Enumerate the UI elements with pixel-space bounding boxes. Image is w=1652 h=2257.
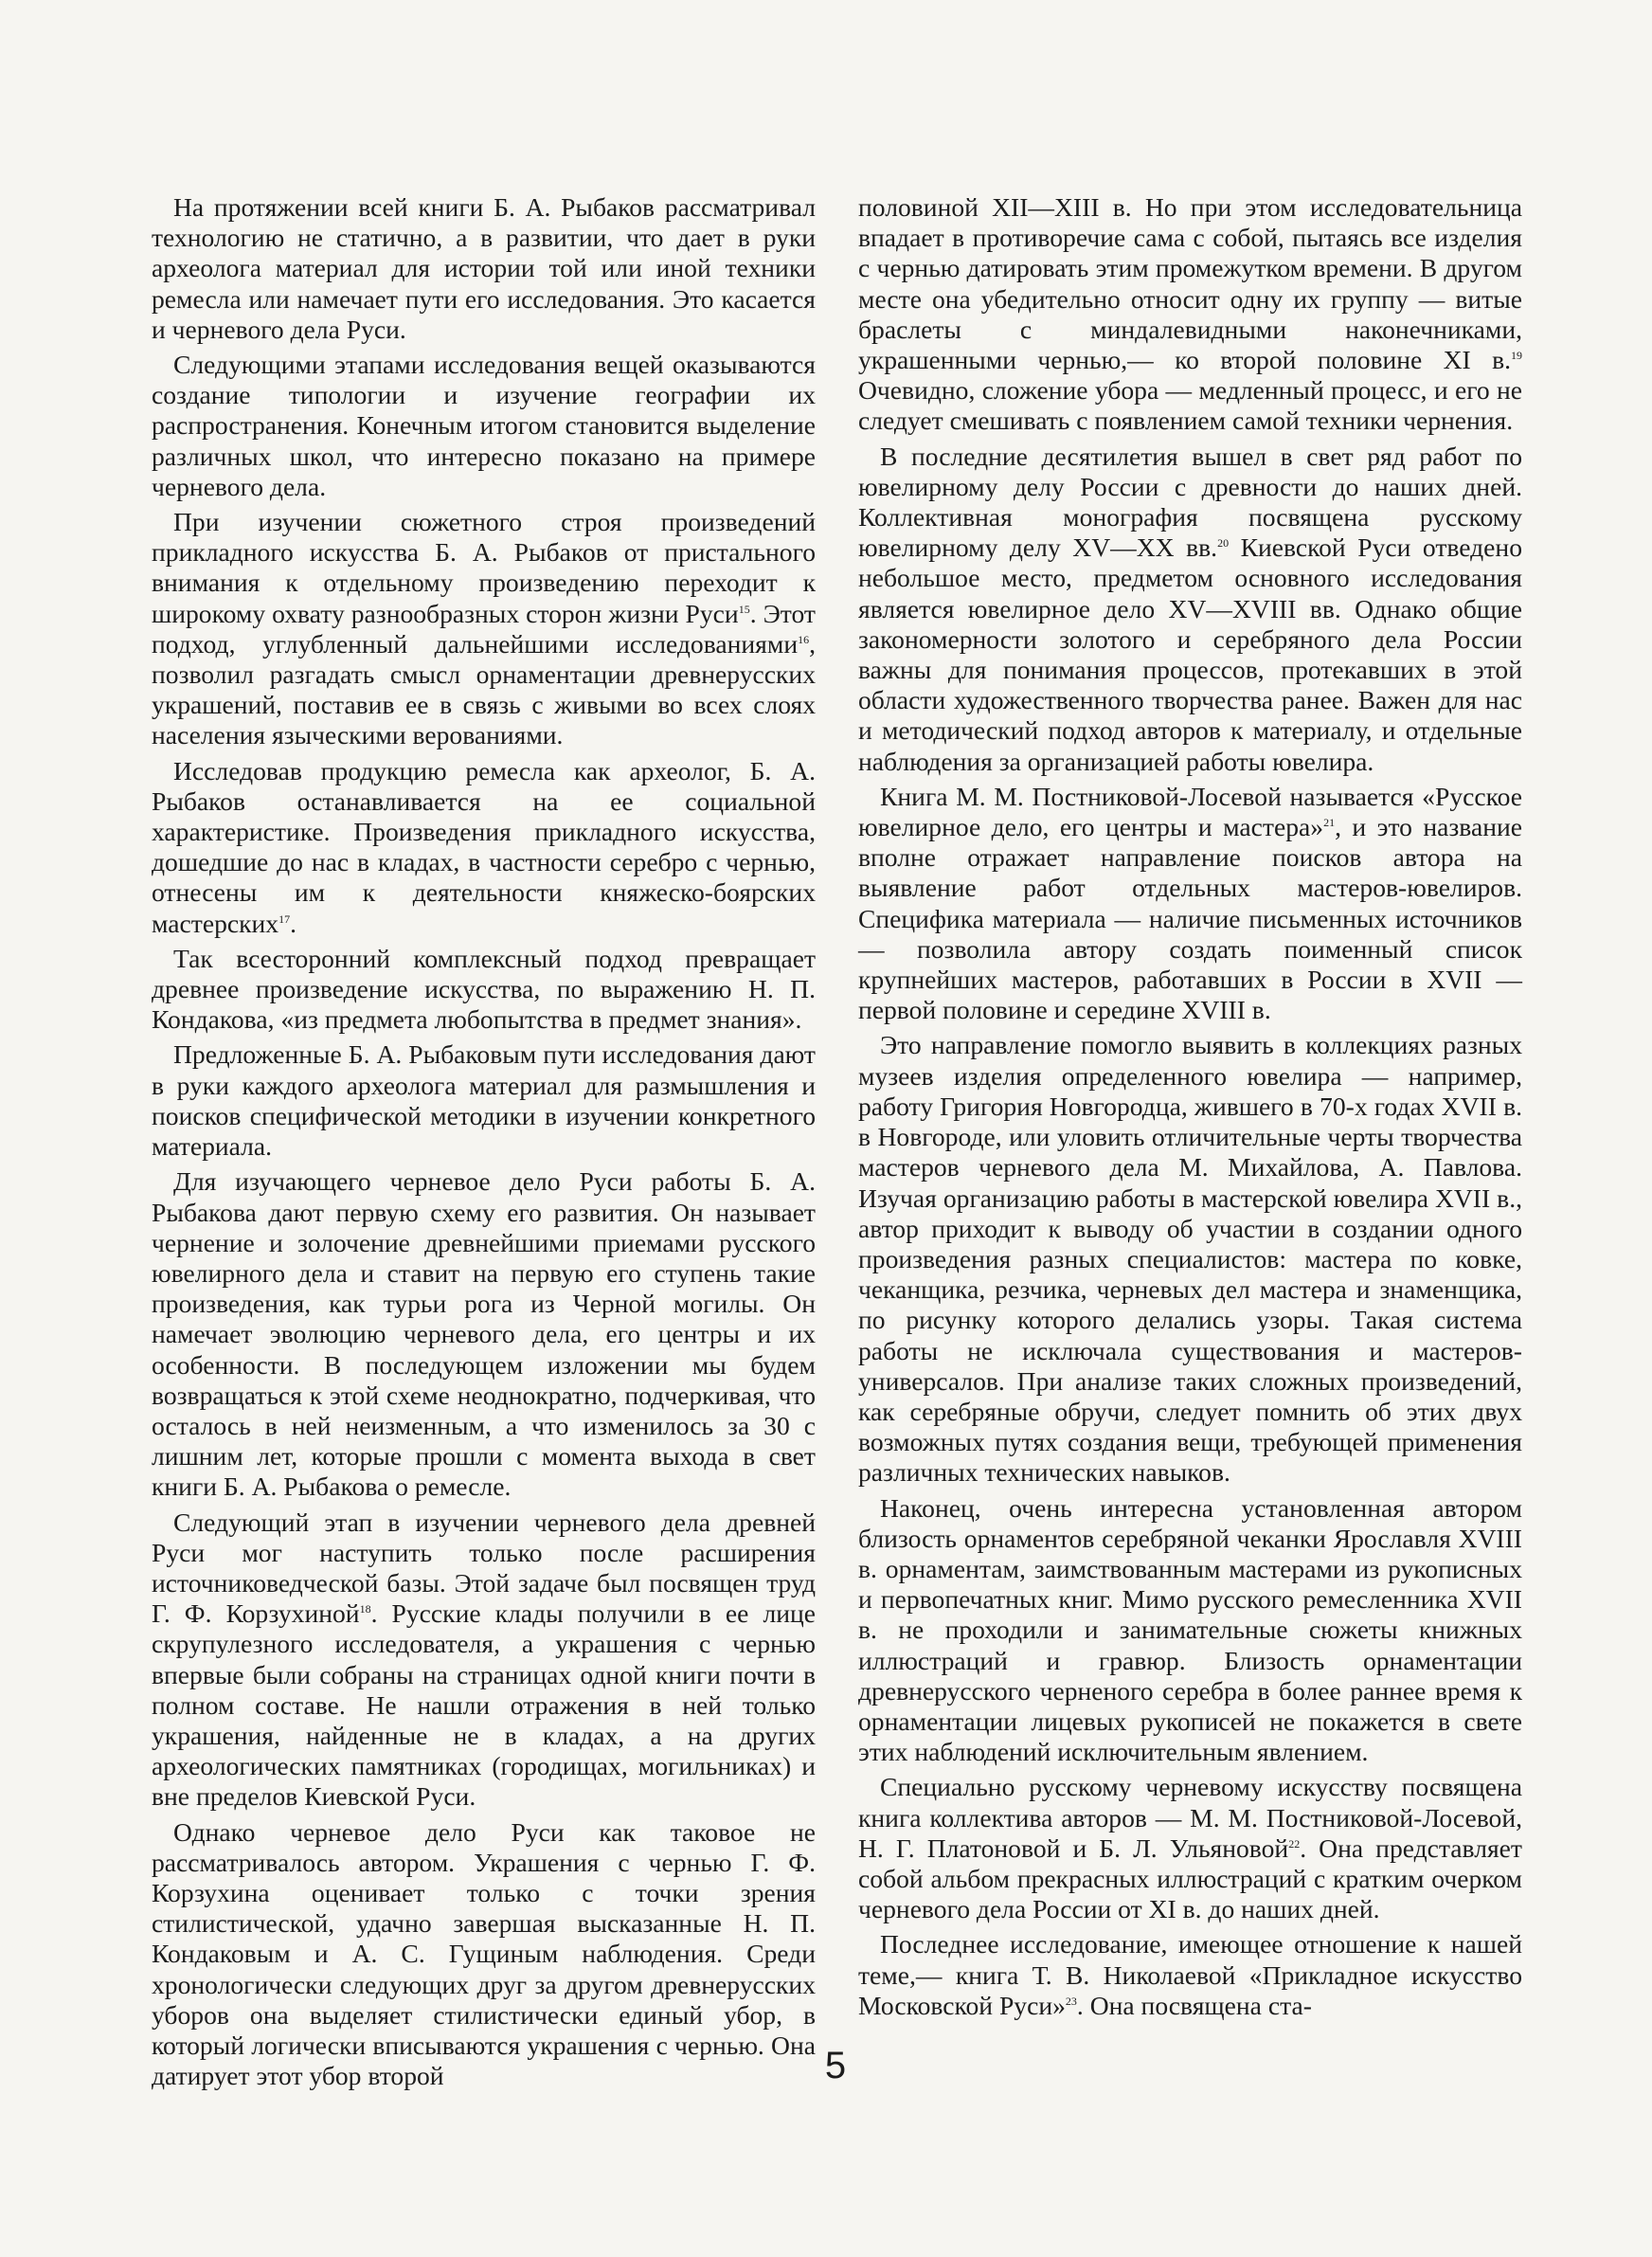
page-number: 5	[824, 2045, 847, 2086]
paragraph: Следующий этап в изучении черневого дела древней Руси мог наступить только после расширения источниковедческой базы. Этой задаче был посвящен труд Г. Ф. Корзухиной$^{18}$. Русские клады получили в ее лице скрупулезного исследователя, а украшения с чернью впервые были собраны на страницах одной книги почти в полном составе. Не нашли отражения в ней только украшения, найденные не в кладах, а на других археологических памятниках (городищах, могильниках) и вне пределов Киевской Руси.	[152, 1507, 816, 1812]
paragraph: Предложенные Б. А. Рыбаковым пути исследования дают в руки каждого археолога материал для размышления и поисков специфической методики в изучении конкретного материала.	[152, 1039, 816, 1162]
footnote-ref: 18	[359, 1601, 371, 1616]
footnote-ref: 19	[1511, 348, 1522, 362]
paragraph: Исследовав продукцию ремесла как археолог, Б. А. Рыбаков останавливается на ее социальной характеристике. Произведения прикладного искусства, дошедшие до нас в кладах, в частности серебро с чернью, отнесены им к деятельности княжеско-боярских мастерских$^{17}$.	[152, 755, 816, 938]
paragraph: На протяжении всей книги Б. А. Рыбаков рассматривал технологию не статично, а в развитии, что дает в руки археолога материал для истории той или иной техники ремесла или намечает пути его исследования. Это касается и черневого дела Руси.	[152, 192, 816, 344]
paragraph: Однако черневое дело Руси как таковое не рассматривалось автором. Украшения с чернью Г. Ф. Корзухина оценивает только с точки зрения стилистической, удачно завершая высказанные Н. П. Кондаковым и А. С. Гущиным наблюдения. Среди хронологически следующих друг за другом древнерусских уборов она выделяет стилистически единый убор, в который логически вписываются украшения с чернью. Она датирует этот убор второй	[152, 1816, 816, 2091]
paragraph: Следующими этапами исследования вещей оказываются создание типологии и изучение географии их распространения. Конечным итогом становится выделение различных школ, что интересно показано на примере черневого дела.	[152, 350, 816, 501]
footnote-ref: 22	[1288, 1836, 1301, 1851]
paragraph: В последние десятилетия вышел в свет ряд работ по ювелирному делу России с древности до наших дней. Коллективная монография посвящена русскому ювелирному делу XV—XX вв.$^{20}$ Киевской Руси отведено небольшое место, предметом основного исследования является ювелирное дело XV—XVIII вв. Однако общие закономерности золотого и серебряного дела России важны для понимания процессов, протекавших в этой области художественного творчества ранее. Важен для нас и методический подход авторов к материалу, и отдельные наблюдения за организацией работы ювелира.	[858, 441, 1522, 776]
paragraph: При изучении сюжетного строя произведений прикладного искусства Б. А. Рыбаков от пристального внимания к отдельному произведению переходит к широкому охвату разнообразных сторон жизни Руси$^{15}$. Этот подход, углубленный дальнейшими исследованиями$^{16}$, позволил разгадать смысл орнаментации древнерусских украшений, поставив ее в связь с живыми во всех слоях населения языческими верованиями.	[152, 507, 816, 750]
paragraph: Для изучающего черневое дело Руси работы Б. А. Рыбакова дают первую схему его развития. Он называет чернение и золочение древнейшими приемами русского ювелирного дела и ставит на первую его ступень такие произведения, как турьи рога из Черной могилы. Он намечает эволюцию черневого дела, его центры и их особенности. В последующем изложении мы будем возвращаться к этой схеме неоднократно, подчеркивая, что осталось в ней неизменным, а что изменилось за 30 с лишним лет, которые прошли с момента выхода в свет книги Б. А. Рыбакова о ремесле.	[152, 1166, 816, 1502]
footnote-ref: 15	[738, 602, 750, 616]
paragraph: Книга М. М. Постниковой-Лосевой называется «Русское ювелирное дело, его центры и мастера»$^{21}$, и это название вполне отражает направление поисков автора на выявление работ отдельных мастеров-ювелиров. Специфика материала — наличие письменных источников — позволила автору создать поименный список крупнейших мастеров, работавших в России в XVII — первой половине и середине XVIII в.	[858, 781, 1523, 1025]
paragraph: Специально русскому черневому искусству посвящена книга коллектива авторов — М. М. Постниковой-Лосевой, Н. Г. Платоновой и Б. Л. Ульяновой$^{22}$. Она представляет собой альбом прекрасных иллюстраций с кратким очерком черневого дела России от XI в. до наших дней.	[858, 1772, 1522, 1924]
paragraph-continuation: половиной XII—XIII в. Но при этом исследовательница впадает в противоречие сама с собой, пытаясь все изделия с чернью датировать этим промежутком времени. В другом месте она убедительно относит одну их группу — витые браслеты с миндалевидными наконечниками, украшенными чернью,— ко второй половине XI в.$^{19}$ Очевидно, сложение убора — медленный процесс, и его не следует смешивать с появлением самой техники чернения.	[858, 192, 1522, 436]
footnote-ref: 16	[798, 632, 810, 646]
footnote-ref: 17	[278, 912, 291, 926]
footnote-ref: 23	[1065, 1994, 1077, 2008]
paragraph: Так всесторонний комплексный подход превращает древнее произведение искусства, по выражению Н. П. Кондакова, «из предмета любопытства в предмет знания».	[152, 943, 816, 1035]
paragraph: Это направление помогло выявить в коллекциях разных музеев изделия определенного ювелира — например, работу Григория Новгородца, жившего в 70-х годах XVII в. в Новгороде, или уловить отличительные черты творчества мастеров черневого дела М. Михайлова, А. Павлова. Изучая организацию работы в мастерской ювелира XVII в., автор приходит к выводу об участии в создании одного произведения разных специалистов: мастера по ковке, чеканщика, резчика, черневых дел мастера и знаменщика, по рисунку которого делались узоры. Такая система работы не исключала существования и мастеров-универсалов. При анализе таких сложных произведений, как серебряные обручи, следует помнить об этих двух возможных путях создания вещи, требующей применения различных технических навыков.	[858, 1030, 1522, 1488]
paragraph: Последнее исследование, имеющее отношение к нашей теме,— книга Т. В. Николаевой «Прикладное искусство Московской Руси»$^{23}$. Она посвящена ста-	[858, 1929, 1522, 2020]
footnote-ref: 20	[1217, 536, 1230, 551]
paragraph: Наконец, очень интересна установленная автором близость орнаментов серебряной чеканки Ярославля XVIII в. орнаментам, заимствованным мастерами из рукописных и первопечатных книг. Мимо русского ремесленника XVII в. не проходили и занимательные сюжеты книжных иллюстраций и гравюр. Близость орнаментации древнерусского черненого серебра в более раннее время к орнаментации лицевых рукописей не покажется в свете этих наблюдений исключительным явлением.	[858, 1492, 1522, 1767]
footnote-ref: 21	[1323, 815, 1336, 829]
right-column	[858, 192, 1522, 2026]
left-column	[152, 192, 816, 2096]
